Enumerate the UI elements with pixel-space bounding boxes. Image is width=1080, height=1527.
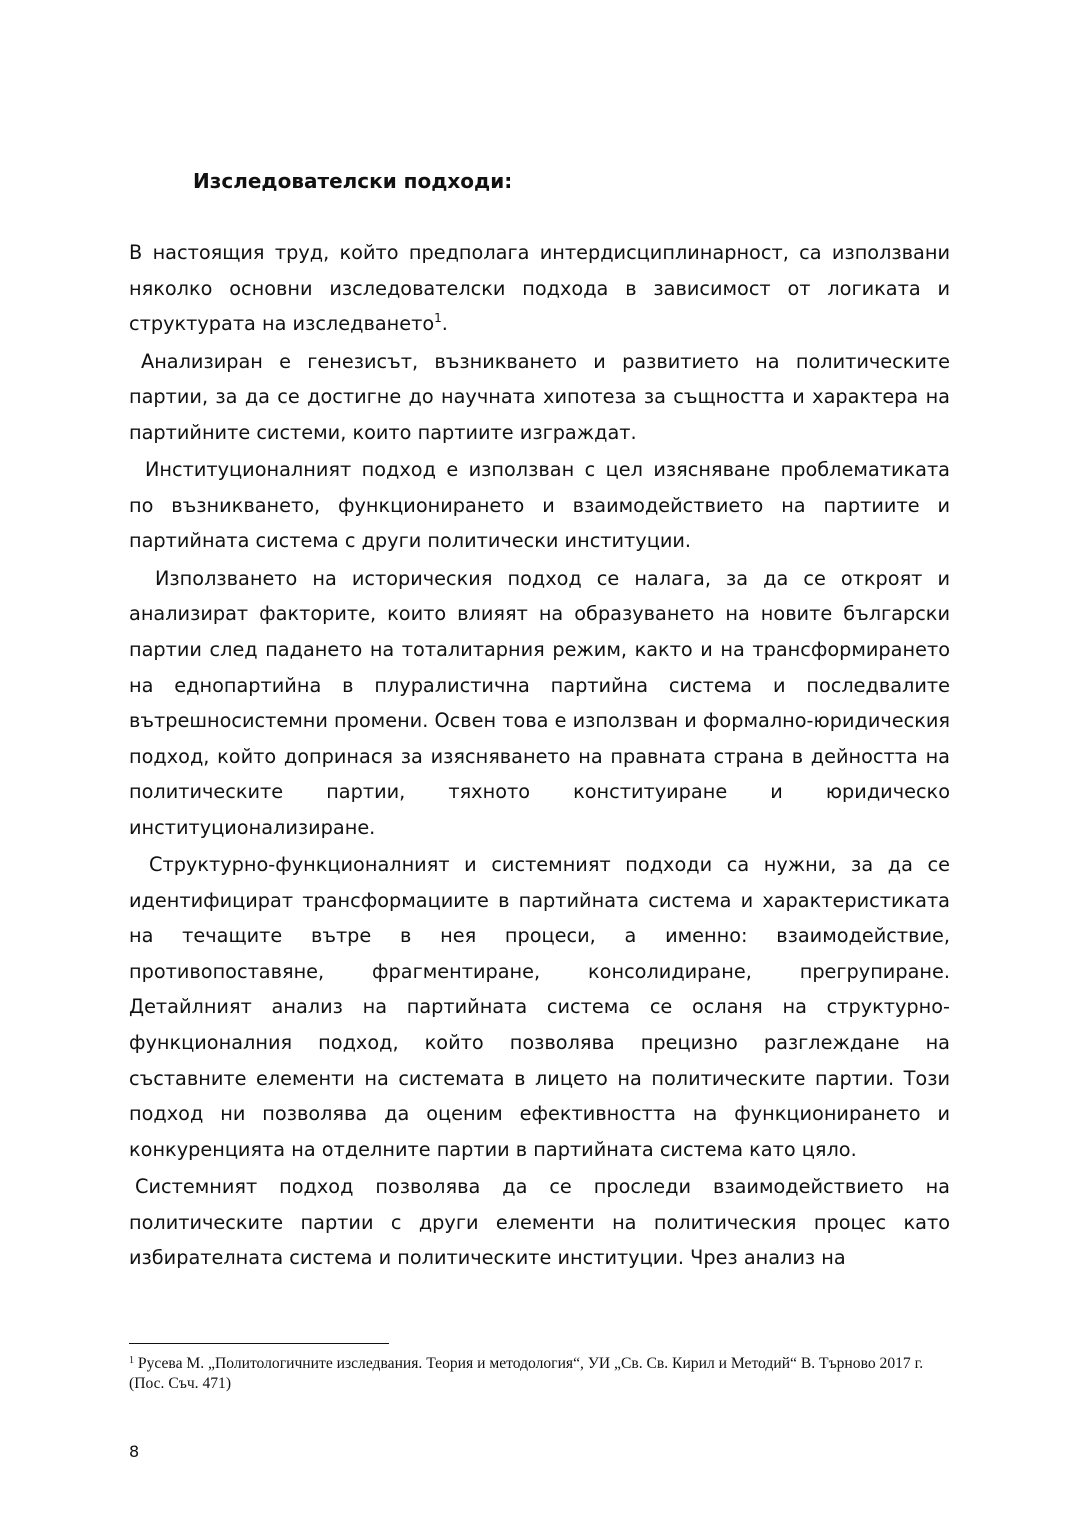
footnote-separator — [129, 1343, 389, 1344]
paragraph-systemic: Системният подход позволява да се проследи взаимодействието на политическите партии с други елементи на политическия процес като избирателната система и политическите институции. Чрез анализ на — [129, 1175, 950, 1270]
paragraph-intro-text: В настоящия труд, който предполага интердисциплинарност, са използвани няколко основни изследователски подхода в зависимост от логиката и структурата на изследването — [129, 241, 950, 336]
paragraph-institutional: Институционалният подход е използван с цел изясняване проблематиката по възникването, функционирането и взаимодействието на партиите и партийната система с други политически институции. — [129, 458, 950, 553]
paragraph-historical: Използването на историческия подход се налага, за да се откроят и анализират факторите, които влияят на образуването на новите български партии след падането на тоталитарния режим, както и на трансформирането на еднопартийна в плуралистична партийна система и последвалите вътрешносистемни промени. Освен това е използван и формално-юридическия подход, който допринася за изясняването на правната страна в дейността на политическите партии, тяхното конституиране и юридическо институционализиране. — [129, 566, 950, 839]
footnote-text: Русева М. „Политологичните изследвания. Теория и методология“, УИ „Св. Св. Кирил и Методий“ В. Търново 2017 г. (Пос. Съч. 471) — [129, 1355, 924, 1392]
paragraph-intro — [129, 235, 950, 342]
paragraph-intro-end: . — [441, 312, 448, 336]
footnote-marker: 1 — [129, 1355, 134, 1366]
footnote-reference[interactable]: 1 — [434, 311, 442, 326]
paragraph-genesis: Анализиран е генезисът, възникването и развитието на политическите партии, за да се достигне до научната хипотеза за същността и характера на партийните системи, които партиите изграждат. — [129, 349, 950, 444]
footnote — [129, 1354, 950, 1394]
paragraph-structural: Структурно-функционалният и системният подходи са нужни, за да се идентифицират трансформациите в партийната система и характеристиката на течащите вътре в нея процеси, а именно: взаимодействие, противопоставяне, фрагментиране, консолидиране, прегрупиране. Детайлният анализ на партийната система се осланя на структурно-функционалния подход, който позволява прецизно разглеждане на съставните елементи на системата в лицето на политическите партии. Този подход ни позволява да оценим ефективността на функционирането и конкуренцията на отделните партии в партийната система като цяло. — [129, 853, 950, 1161]
body-text — [129, 235, 950, 1276]
section-heading: Изследователски подходи: — [193, 169, 513, 193]
page-number: 8 — [129, 1442, 140, 1461]
